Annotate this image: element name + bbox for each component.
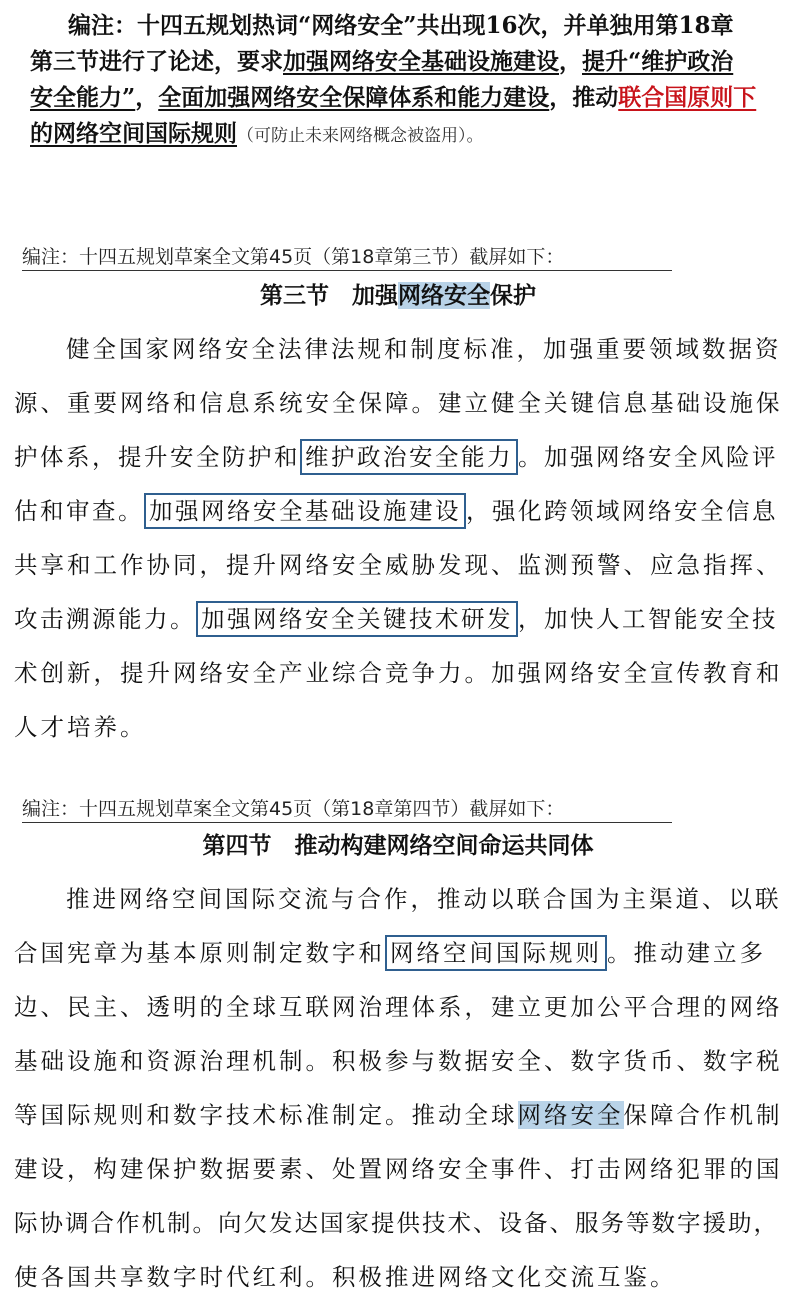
body-line: 使各国共享数字时代红利。积极推进网络文化交流互鉴。	[14, 1263, 677, 1291]
body-line: 人才培养。	[14, 713, 147, 741]
title-highlight: 网络安全	[398, 282, 490, 309]
body-text: 保障合作机制	[623, 1101, 783, 1129]
body-line: 推进网络空间国际交流与合作，推动以联合国为主渠道、以联	[66, 885, 782, 913]
highlighted-phrase: 网络安全	[517, 1101, 624, 1129]
note-text: ，推动	[549, 84, 619, 111]
note-handwritten-tail: （可防止未来网络概念被盗用）。	[237, 126, 484, 146]
note-underlined: 加强网络安全基础设施建设	[283, 48, 559, 75]
editor-note-line	[30, 116, 780, 154]
editor-note-line	[30, 44, 780, 80]
editor-note-line	[30, 80, 780, 116]
section4-body	[14, 872, 784, 1304]
title-text: 第三节 加强	[260, 282, 398, 309]
body-text: 等国际规则和数字技术标准制定。推动全球	[14, 1101, 518, 1129]
body-line: 术创新，提升网络安全产业综合竞争力。加强网络安全宣传教育和	[14, 659, 783, 687]
note-underlined: 的网络空间国际规则	[30, 120, 237, 147]
section4-title: 第四节 推动构建网络空间命运共同体	[202, 832, 594, 859]
note-text: ，	[135, 84, 159, 111]
boxed-phrase: 网络空间国际规则	[385, 935, 607, 971]
body-line: 健全国家网络安全法律法规和制度标准，加强重要领域数据资	[66, 335, 782, 363]
section4-caption: 编注：十四五规划草案全文第45页（第18章第四节）截屏如下：	[22, 796, 672, 823]
body-line	[14, 926, 784, 980]
note-red-underlined: 联合国原则下	[618, 84, 757, 111]
note-underlined: 提升“维护政治	[582, 48, 734, 75]
note-text: 第三节进行了论述，要求	[30, 48, 283, 75]
body-line: 建设，构建保护数据要素、处置网络安全事件、打击网络犯罪的国	[14, 1155, 783, 1183]
body-line	[14, 484, 784, 538]
body-text: 估和审查。	[14, 497, 144, 525]
body-line: 基础设施和资源治理机制。积极参与数据安全、数字货币、数字税	[14, 1047, 783, 1075]
body-line: 共享和工作协同，提升网络安全威胁发现、监测预警、应急指挥、	[14, 551, 783, 579]
section3-body	[14, 322, 784, 754]
body-text: ，强化跨领域网络安全信息	[466, 497, 778, 525]
body-text: 。加强网络安全风险评	[518, 443, 778, 471]
title-text: 保护	[490, 282, 536, 309]
body-text: 合国宪章为基本原则制定数字和	[14, 939, 385, 967]
boxed-phrase: 加强网络安全关键技术研发	[196, 601, 518, 637]
body-line	[14, 1088, 784, 1142]
editor-note	[30, 8, 780, 154]
note-underlined: 安全能力”	[30, 84, 136, 111]
body-line: 际协调合作机制。向欠发达国家提供技术、设备、服务等数字援助，	[14, 1209, 779, 1237]
body-line: 边、民主、透明的全球互联网治理体系，建立更加公平合理的网络	[14, 993, 783, 1021]
note-text: 编注：十四五规划热词“网络安全”共出现16次，并单独用第18章	[68, 12, 734, 39]
body-line: 源、重要网络和信息系统安全保障。建立健全关键信息基础设施保	[14, 389, 783, 417]
body-line	[14, 592, 784, 646]
section3-title	[0, 280, 796, 312]
note-text: ，	[559, 48, 582, 75]
note-underlined: 全面加强网络安全保障体系和能力建设	[158, 84, 550, 111]
editor-note-line	[30, 8, 780, 44]
body-text: 攻击溯源能力。	[14, 605, 196, 633]
body-line	[14, 430, 784, 484]
boxed-phrase: 维护政治安全能力	[300, 439, 518, 475]
section3-caption: 编注：十四五规划草案全文第45页（第18章第三节）截屏如下：	[22, 244, 672, 271]
body-text: 护体系，提升安全防护和	[14, 443, 300, 471]
body-text: ，加快人工智能安全技	[518, 605, 778, 633]
body-text: 。推动建立多	[607, 939, 766, 967]
boxed-phrase: 加强网络安全基础设施建设	[144, 493, 466, 529]
